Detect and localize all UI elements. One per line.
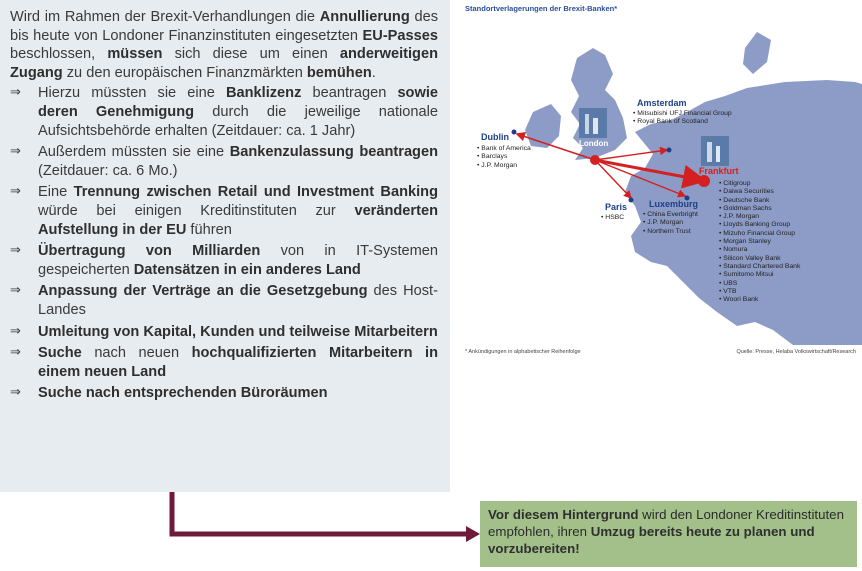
double-arrow-icon: ⇒ [10,85,21,101]
bullet-text: Außerdem müssten sie eine Bankenzulassung beantragen (Zeitdauer: ca. 6 Mo.) [38,144,439,179]
bank-list-item: • Barclays [477,153,531,161]
bank-list-item: • Silicon Valley Bank [719,255,800,263]
bank-list-item: • Daiwa Securities [719,188,800,196]
bank-list-item: • China Everbright [643,211,698,219]
city-label-frankfurt: Frankfurt [699,166,739,176]
bullet-text: Übertragung von Milliarden von in IT-Systemen gespeicherten Datensätzen in ein anderes Land [38,243,439,278]
bank-list-item: • Goldman Sachs [719,205,800,213]
bank-list-item: • J.P. Morgan [477,162,531,170]
bank-list-item: • Morgan Stanley [719,238,800,246]
intro-paragraph: Wird im Rahmen der Brexit-Verhandlungen die Annullierung des bis heute von Londoner Finanzinstituten eingesetzten EU-Passes beschlossen, müssen sich diese um einen anderweitigen Zugang zu den europäischen Finanzmärkten bemühen. [10,9,438,81]
bullet-text: Hierzu müssten sie eine Banklizenz beantragen sowie deren Genehmigung durch die jeweilige nationale Aufsichtsbehörde erhalten (Zeitdauer: ca. 1 Jahr) [38,85,438,139]
city-label-luxemburg: Luxemburg [649,199,699,209]
city-label-amsterdam: Amsterdam [637,98,687,108]
bullet-text: Anpassung der Verträge an die Gesetzgebung des Host-Landes [38,283,438,318]
double-arrow-icon: ⇒ [10,345,21,361]
city-label-dublin: Dublin [481,132,509,142]
bank-list-item: • Citigroup [719,180,800,188]
map-title: Standortverlagerungen der Brexit-Banken* [465,4,618,13]
conclusion-box: Vor diesem Hintergrund wird den Londoner Kreditinstituten empfohlen, ihren Umzug bereits heute zu planen und vorzubereiten! [480,501,857,567]
bank-list-item: • HSBC [601,214,624,222]
city-label-london: London [579,139,609,148]
double-arrow-icon: ⇒ [10,144,21,160]
double-arrow-icon: ⇒ [10,323,21,339]
bank-list-item: • Sumitomo Mitsui [719,271,800,279]
connector-line [172,492,472,534]
bank-list-item: • VTB [719,288,800,296]
map-source: Quelle: Presse, Helaba Volkswirtschaft/Research [736,349,856,355]
bullet-text: Suche nach entsprechenden Büroräumen [38,385,328,402]
bank-list-item: • Woori Bank [719,296,800,304]
bank-list-item: • J.P. Morgan [719,213,800,221]
double-arrow-icon: ⇒ [10,243,21,259]
map-footnote: * Ankündigungen in alphabetischer Reihenfolge [465,349,581,355]
double-arrow-icon: ⇒ [10,184,21,200]
double-arrow-icon: ⇒ [10,385,21,401]
bank-list-item: • Mitsubishi UFJ Financial Group [633,110,732,118]
city-label-paris: Paris [605,202,628,212]
bank-list-item: • Deutsche Bank [719,197,800,205]
bank-list-item: • Mizuho Financial Group [719,230,800,238]
bullet-text: Eine Trennung zwischen Retail und Investment Banking würde bei einigen Kreditinstituten zur veränderten Aufstellung in der EU führen [38,184,439,238]
bank-list-item: • Bank of America [477,145,531,153]
bank-list-item: • Nomura [719,246,800,254]
bank-list-item: • UBS [719,280,800,288]
connector-arrowhead [466,526,480,542]
bank-list-item: • Royal Bank of Scotland [633,118,732,126]
bullet-text: Umleitung von Kapital, Kunden und teilweise Mitarbeitern [38,323,438,340]
bank-list-item: • Northern Trust [643,228,698,236]
bank-list-item: • J.P. Morgan [643,219,698,227]
bank-list-item: • Lloyds Banking Group [719,221,800,229]
bullet-text: Suche nach neuen hochqualifizierten Mitarbeitern in einem neuen Land [38,345,438,380]
bank-list-item: • Standard Chartered Bank [719,263,800,271]
double-arrow-icon: ⇒ [10,283,21,299]
